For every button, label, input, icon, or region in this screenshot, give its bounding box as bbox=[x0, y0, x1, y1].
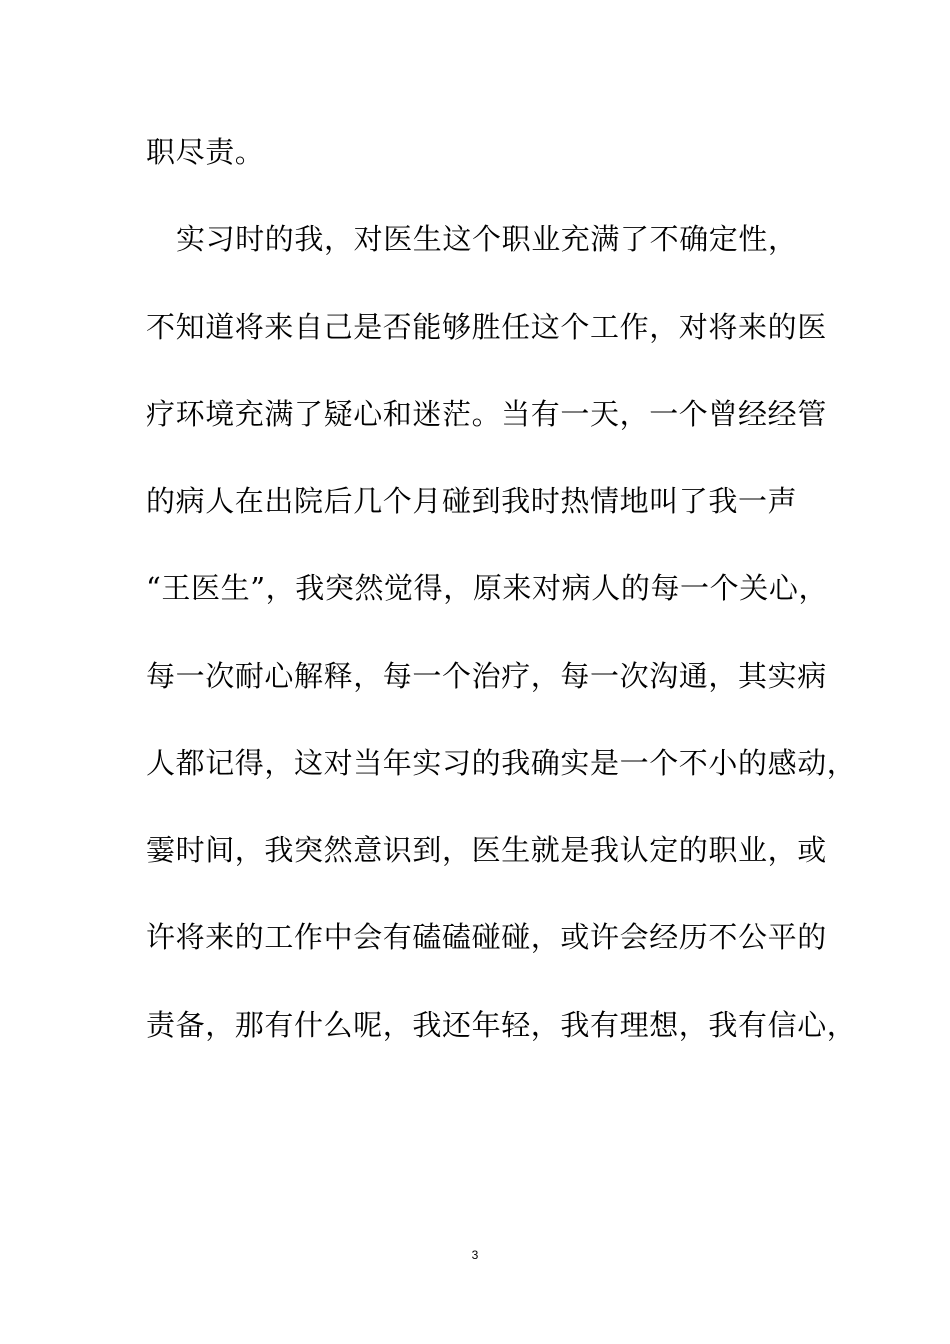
text-line: 人都记得，这对当年实习的我确实是一个不小的感动， bbox=[146, 746, 857, 780]
text-line: 许将来的工作中会有磕磕碰碰，或许会经历不公平的 bbox=[146, 920, 827, 954]
paragraph-first-line: 实习时的我，对医生这个职业充满了不确定性， bbox=[176, 222, 798, 256]
text-line: 职尽责。 bbox=[146, 135, 265, 169]
text-line: 责备，那有什么呢，我还年轻，我有理想，我有信心， bbox=[146, 1008, 857, 1042]
text-line: 疗环境充满了疑心和迷茫。当有一天，一个曾经经管 bbox=[146, 397, 827, 431]
text-line: 的病人在出院后几个月碰到我时热情地叫了我一声 bbox=[146, 484, 798, 518]
text-line: 每一次耐心解释，每一个治疗，每一次沟通，其实病 bbox=[146, 659, 827, 693]
text-line: 霎时间，我突然意识到，医生就是我认定的职业，或 bbox=[146, 833, 827, 867]
page-number: 3 bbox=[471, 1248, 479, 1262]
text-line: “王医生”，我突然觉得，原来对病人的每一个关心， bbox=[146, 571, 829, 605]
text-line: 不知道将来自己是否能够胜任这个工作，对将来的医 bbox=[146, 310, 827, 344]
